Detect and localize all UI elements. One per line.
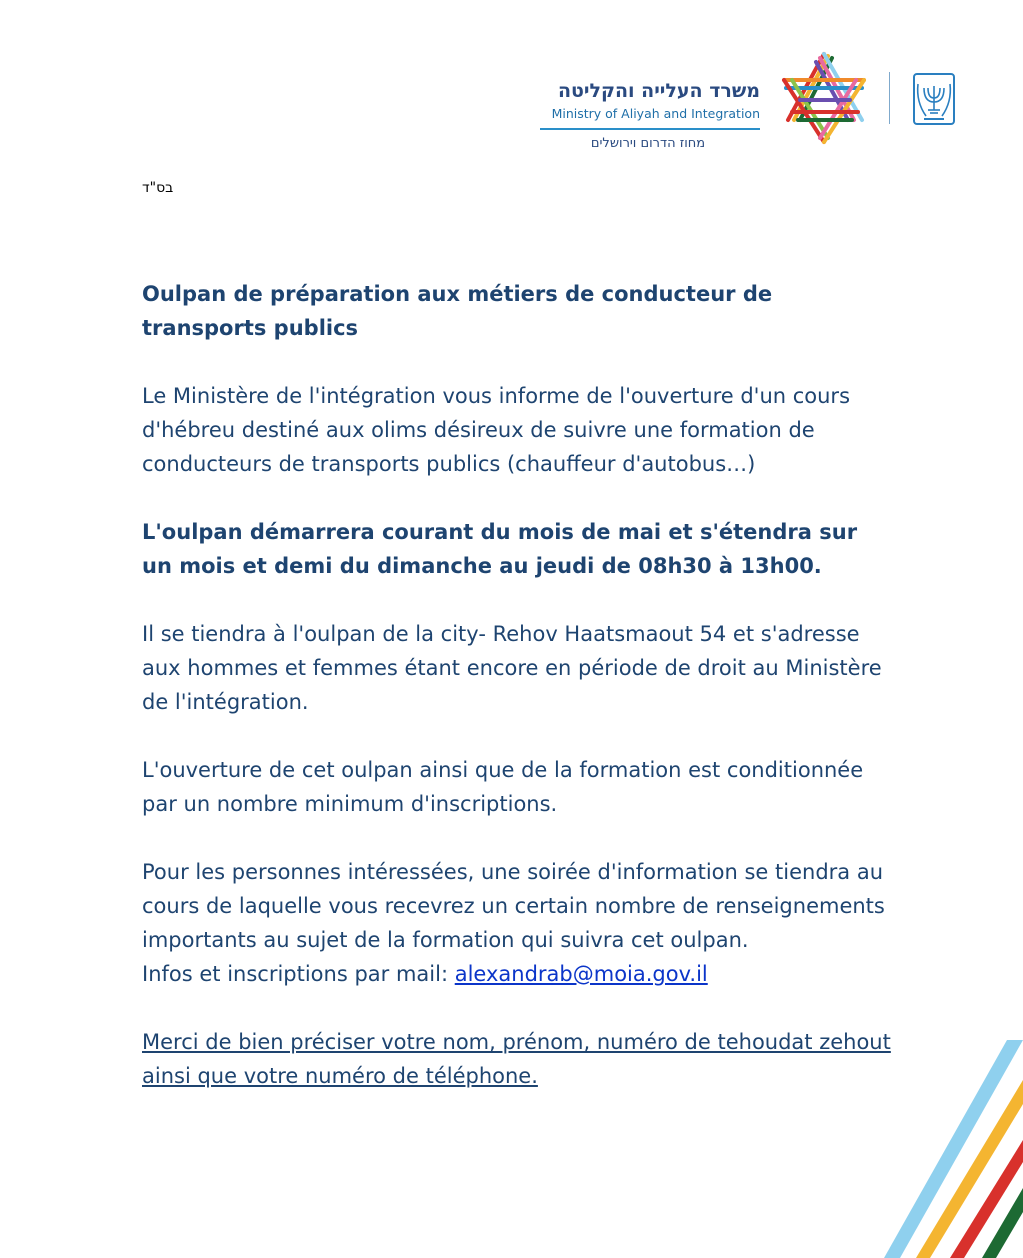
ministry-star-logo-icon: [778, 50, 870, 146]
paragraph-conditions: L'ouverture de cet oulpan ainsi que de la formation est conditionnée par un nombre minimum d'inscriptions.: [142, 758, 864, 816]
letter-body: [142, 277, 892, 1127]
contact-prefix: Infos et inscriptions par mail:: [142, 962, 455, 986]
ministry-name-english: Ministry of Aliyah and Integration: [551, 106, 760, 121]
header-rule: [540, 128, 760, 130]
bsd-mark: בס"ד: [142, 180, 174, 196]
paragraph-info-evening: Pour les personnes intéressées, une soirée d'information se tiendra au cours de laquelle vous recevrez un certain nombre de renseignements importants au sujet de la formation qui suivra cet oulpan.: [142, 860, 885, 952]
closing-note: Merci de bien préciser votre nom, prénom, numéro de tehoudat zehout ainsi que votre numéro de téléphone.: [142, 1030, 891, 1088]
logo-divider: [889, 72, 890, 124]
email-link[interactable]: alexandrab@moia.gov.il: [454, 962, 708, 986]
paragraph-location: Il se tiendra à l'oulpan de la city- Rehov Haatsmaout 54 et s'adresse aux hommes et femmes étant encore en période de droit au Ministère de l'intégration.: [142, 622, 882, 714]
israel-emblem-icon: [912, 72, 956, 126]
decorative-stripes: [870, 1040, 1023, 1258]
district-name-hebrew: מחוז הדרום וירושלים: [590, 136, 706, 151]
paragraph-schedule: L'oulpan démarrera courant du mois de mai et s'étendra sur un mois et demi du dimanche au jeudi de 08h30 à 13h00.: [142, 520, 858, 578]
ministry-name-hebrew: משרד העלייה והקליטה: [557, 80, 760, 102]
paragraph-intro: Le Ministère de l'intégration vous informe de l'ouverture d'un cours d'hébreu destiné aux olims désireux de suivre une formation de conducteurs de transports publics (chauffeur d'autobus…): [142, 384, 851, 476]
ministry-header: [536, 78, 760, 151]
contact-line: [142, 957, 892, 991]
page-title: Oulpan de préparation aux métiers de conducteur de transports publics: [142, 282, 773, 340]
